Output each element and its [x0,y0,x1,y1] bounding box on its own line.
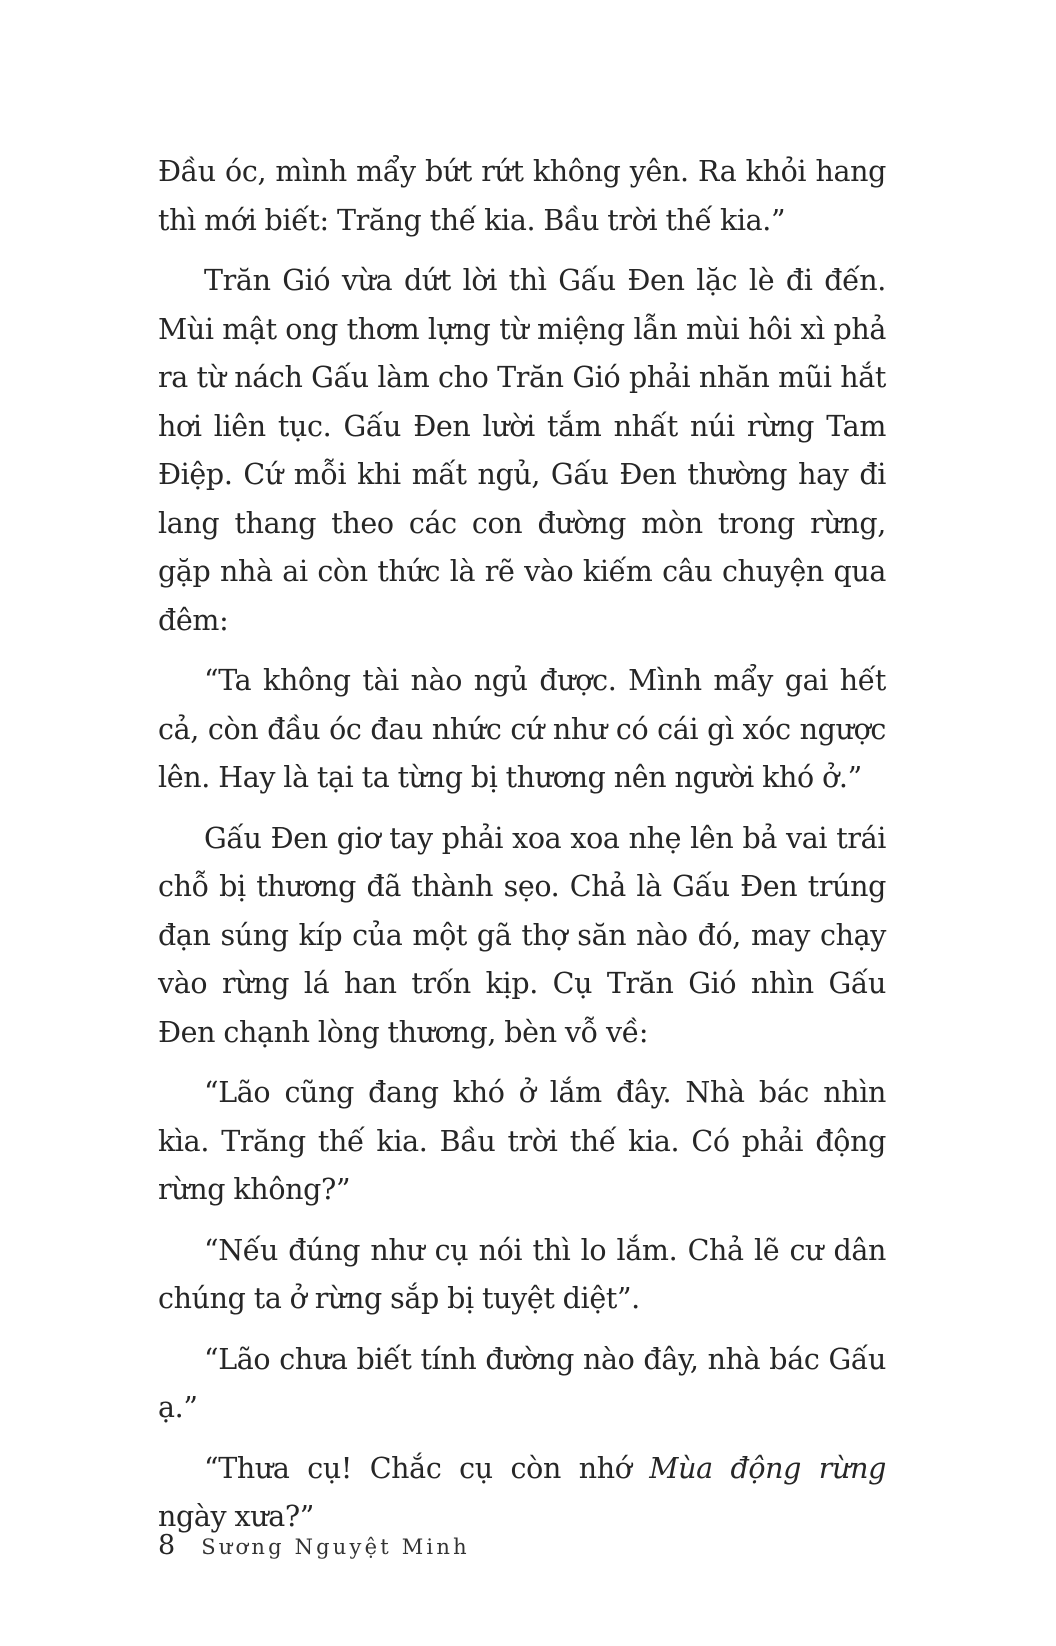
paragraph-2: Trăn Gió vừa dứt lời thì Gấu Đen lặc lè đi đến. Mùi mật ong thơm lựng từ miệng lẫn mùi hôi xì phả ra từ nách Gấu làm cho Trăn Gió phải nhăn mũi hắt hơi liên tục. Gấu Đen lười tắm nhất núi rừng Tam Điệp. Cứ mỗi khi mất ngủ, Gấu Đen thường hay đi lang thang theo các con đường mòn trong rừng, gặp nhà ai còn thức là rẽ vào kiếm câu chuyện qua đêm: [158,264,886,637]
paragraph-5: “Lão cũng đang khó ở lắm đây. Nhà bác nhìn kìa. Trăng thế kia. Bầu trời thế kia. Có phải động rừng không?” [158,1076,886,1206]
paragraph-1: Đầu óc, mình mẩy bứt rứt không yên. Ra khỏi hang thì mới biết: Trăng thế kia. Bầu trời thế kia.” [158,155,886,237]
paragraph-6: “Nếu đúng như cụ nói thì lo lắm. Chả lẽ cư dân chúng ta ở rừng sắp bị tuyệt diệt”. [158,1233,886,1315]
paragraph-4: Gấu Đen giơ tay phải xoa xoa nhẹ lên bả vai trái chỗ bị thương đã thành sẹo. Chả là Gấu Đen trúng đạn súng kíp của một gã thợ săn nào đó, may chạy vào rừng lá han trốn kịp. Cụ Trăn Gió nhìn Gấu Đen chạnh lòng thương, bèn vỗ về: [158,821,886,1049]
italic-title: Mùa động rừng [649,1451,886,1485]
paragraph-7: “Lão chưa biết tính đường nào đây, nhà bác Gấu ạ.” [158,1342,886,1424]
author-name: Sương Nguyệt Minh [201,1535,470,1559]
paragraph-8-end: ngày xưa?” [158,1500,315,1533]
page-footer [158,1530,470,1561]
paragraph-8-start: “Thưa cụ! Chắc cụ còn nhớ [204,1451,650,1485]
paragraph-8 [158,1445,886,1542]
page-body [158,148,886,1554]
page-number: 8 [158,1530,176,1561]
paragraph-3: “Ta không tài nào ngủ được. Mình mẩy gai hết cả, còn đầu óc đau nhức cứ như có cái gì xóc ngược lên. Hay là tại ta từng bị thương nên người khó ở.” [158,664,886,794]
